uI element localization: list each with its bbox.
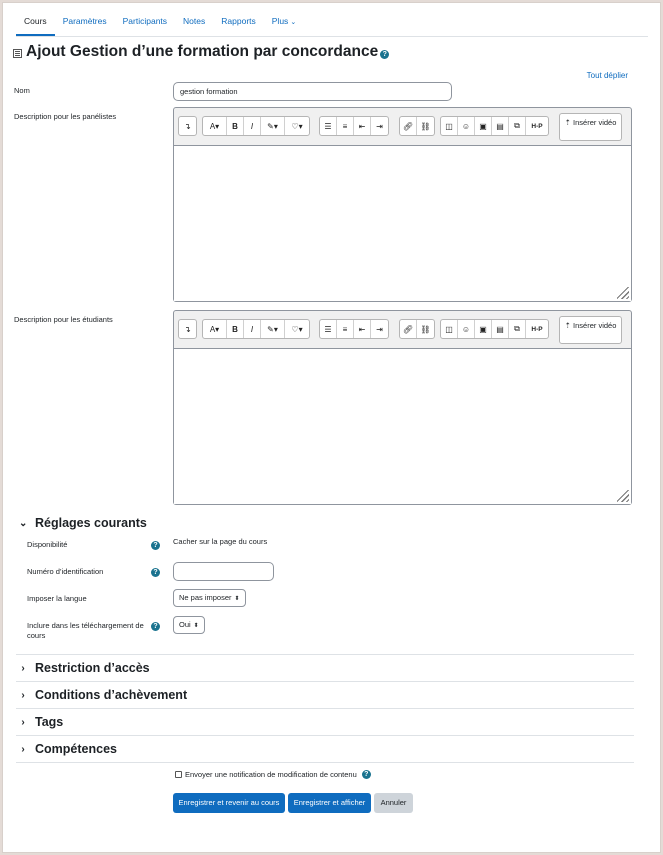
file-icon[interactable]: ▤: [492, 320, 509, 338]
unlink-icon[interactable]: ⛓︎: [420, 121, 431, 131]
chevron-right-icon: ›: [21, 716, 25, 728]
resize-handle-icon[interactable]: [617, 490, 629, 502]
idnumber-field[interactable]: [173, 562, 274, 581]
desc-panelists-label: Description pour les panélistes: [14, 112, 117, 121]
chevron-right-icon: ›: [21, 662, 25, 674]
editor-toolbar: [174, 108, 631, 146]
bold-icon[interactable]: B: [227, 320, 244, 338]
notify-label: Envoyer une notification de modification de contenu: [185, 770, 357, 779]
editor-content-area[interactable]: [174, 146, 631, 301]
copy-icon[interactable]: ⧉: [509, 320, 526, 338]
section-competencies[interactable]: › Compétences: [19, 742, 117, 756]
chevron-down-icon: ⌄: [19, 517, 28, 529]
notify-row: [175, 770, 371, 779]
insert-video-button[interactable]: ⇡ Insérer vidéo: [559, 113, 622, 141]
select-arrow-icon: ⬍: [193, 623, 199, 629]
section-tags[interactable]: › Tags: [19, 715, 63, 729]
image-icon[interactable]: ▣: [475, 320, 492, 338]
unlink-icon[interactable]: ⛓︎: [420, 324, 431, 334]
italic-icon[interactable]: I: [244, 117, 261, 135]
insert-video-button[interactable]: ⇡ Insérer vidéo: [559, 316, 622, 344]
section-completion[interactable]: › Conditions d’achèvement: [19, 688, 187, 702]
media-icon[interactable]: ◫: [441, 117, 458, 135]
indent-icon[interactable]: ⇥: [376, 324, 383, 334]
italic-icon[interactable]: I: [244, 320, 261, 338]
background-color-icon[interactable]: ♡▾: [291, 121, 303, 131]
name-label: Nom: [14, 86, 30, 95]
course-tabs: [16, 7, 648, 37]
activity-icon: [13, 49, 22, 58]
help-icon[interactable]: ?: [151, 622, 160, 631]
editor-content-area[interactable]: [174, 349, 631, 504]
font-style-icon[interactable]: A▾: [203, 320, 227, 338]
link-icon[interactable]: 🔗︎: [400, 117, 417, 135]
copy-icon[interactable]: ⧉: [509, 117, 526, 135]
toolbar-toggle-icon[interactable]: ↴: [184, 121, 191, 131]
desc-students-editor: [173, 310, 632, 505]
page-title-row: [13, 43, 389, 61]
page: [2, 2, 661, 853]
tab-more[interactable]: Plus ⌄: [271, 16, 297, 26]
text-color-icon[interactable]: ✎▾: [261, 320, 285, 338]
chevron-right-icon: ›: [21, 689, 25, 701]
desc-students-label: Description pour les étudiants: [14, 315, 113, 324]
save-display-button[interactable]: Enregistrer et afficher: [288, 793, 371, 813]
image-icon[interactable]: ▣: [475, 117, 492, 135]
help-icon[interactable]: ?: [151, 541, 160, 550]
section-common-settings[interactable]: ⌄ Réglages courants: [19, 516, 147, 530]
tab-grades[interactable]: Notes: [183, 16, 206, 26]
idnumber-label: Numéro d’identification: [27, 567, 104, 576]
h5p-icon[interactable]: H-P: [531, 325, 543, 333]
divider: [16, 654, 634, 655]
emoticon-icon[interactable]: ☺: [458, 320, 475, 338]
divider: [16, 735, 634, 736]
background-color-icon[interactable]: ♡▾: [291, 324, 303, 334]
outdent-icon[interactable]: ⇤: [354, 117, 371, 135]
emoticon-icon[interactable]: ☺: [458, 117, 475, 135]
bullet-list-icon[interactable]: ☰: [320, 117, 337, 135]
h5p-icon[interactable]: H-P: [531, 122, 543, 130]
link-icon[interactable]: 🔗︎: [400, 320, 417, 338]
select-arrow-icon: ⬍: [234, 596, 240, 602]
chevron-down-icon: ⌄: [290, 19, 297, 26]
upload-icon: ⇡: [564, 321, 571, 330]
resize-handle-icon[interactable]: [617, 287, 629, 299]
download-label: Inclure dans les téléchargement de cours: [27, 621, 144, 640]
force-language-select[interactable]: Ne pas imposer ⬍: [173, 589, 246, 607]
cancel-button[interactable]: Annuler: [374, 793, 413, 813]
availability-value: Cacher sur la page du cours: [173, 537, 268, 546]
upload-icon: ⇡: [564, 118, 571, 127]
numbered-list-icon[interactable]: ≡: [337, 320, 354, 338]
page-title: Ajout Gestion d’une formation par concordance: [26, 43, 379, 60]
file-icon[interactable]: ▤: [492, 117, 509, 135]
section-access-restriction[interactable]: › Restriction d’accès: [19, 661, 150, 675]
availability-label: Disponibilité: [27, 540, 68, 549]
tab-settings[interactable]: Paramètres: [62, 16, 107, 26]
divider: [16, 708, 634, 709]
font-style-icon[interactable]: A▾: [203, 117, 227, 135]
bullet-list-icon[interactable]: ☰: [320, 320, 337, 338]
help-icon[interactable]: ?: [151, 568, 160, 577]
tab-reports[interactable]: Rapports: [221, 16, 256, 26]
tab-course[interactable]: Cours: [16, 7, 55, 36]
notify-checkbox[interactable]: [175, 771, 182, 778]
text-color-icon[interactable]: ✎▾: [261, 117, 285, 135]
divider: [16, 681, 634, 682]
indent-icon[interactable]: ⇥: [376, 121, 383, 131]
chevron-right-icon: ›: [21, 743, 25, 755]
toolbar-toggle-icon[interactable]: ↴: [184, 324, 191, 334]
save-return-button[interactable]: Enregistrer et revenir au cours: [173, 793, 285, 813]
desc-panelists-editor: [173, 107, 632, 302]
download-select[interactable]: Oui ⬍: [173, 616, 205, 634]
force-language-label: Imposer la langue: [27, 594, 87, 603]
name-field[interactable]: gestion formation: [173, 82, 452, 101]
editor-toolbar: [174, 311, 631, 349]
tab-participants[interactable]: Participants: [122, 16, 168, 26]
bold-icon[interactable]: B: [227, 117, 244, 135]
expand-all-link[interactable]: Tout déplier: [586, 71, 628, 80]
divider: [16, 762, 634, 763]
media-icon[interactable]: ◫: [441, 320, 458, 338]
outdent-icon[interactable]: ⇤: [354, 320, 371, 338]
help-icon[interactable]: ?: [380, 50, 389, 59]
help-icon[interactable]: ?: [362, 770, 371, 779]
numbered-list-icon[interactable]: ≡: [337, 117, 354, 135]
